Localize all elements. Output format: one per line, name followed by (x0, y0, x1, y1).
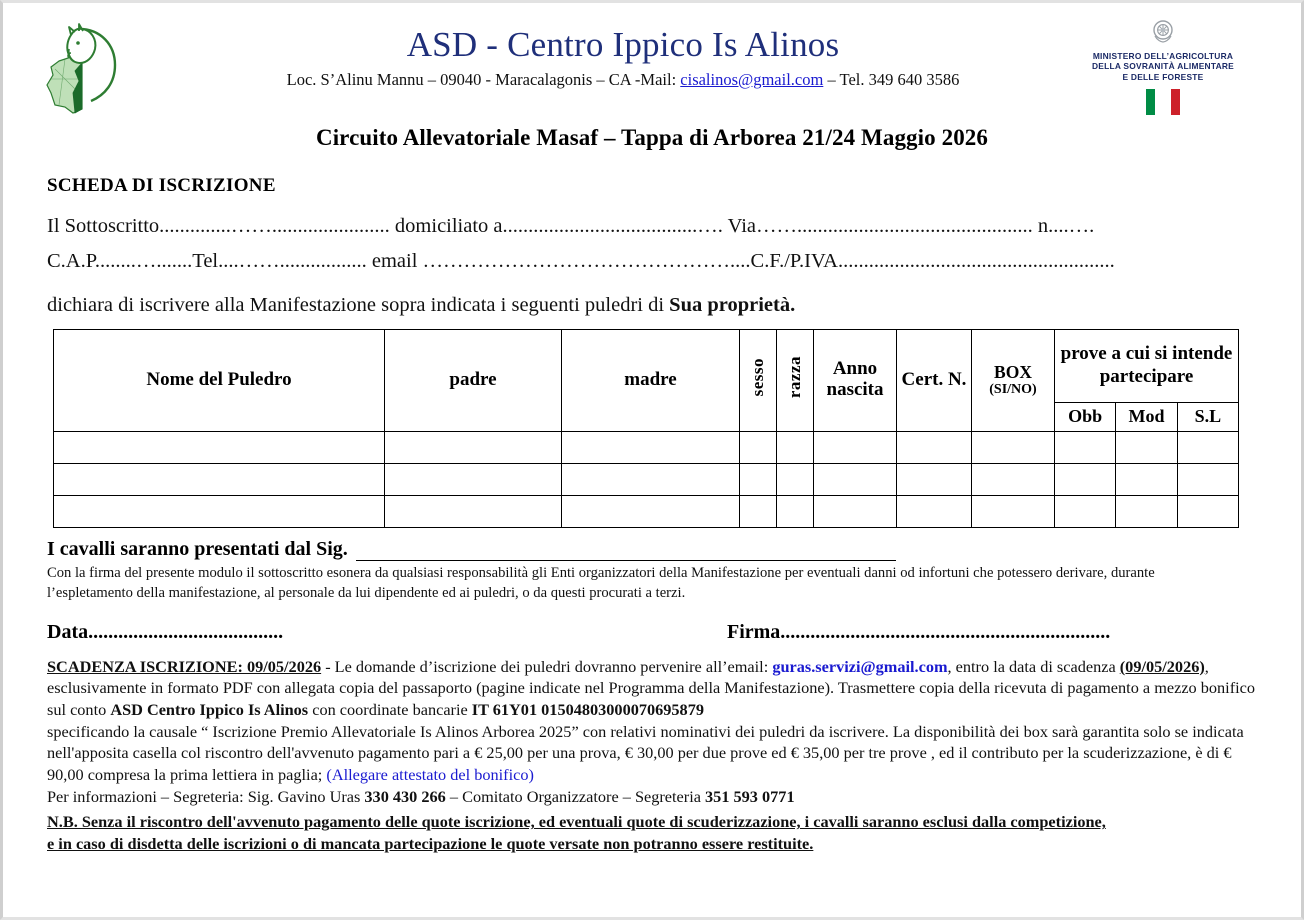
cell-anno[interactable] (814, 431, 897, 463)
cell-anno[interactable] (814, 463, 897, 495)
notes-text-1b: , entro la data di scadenza (947, 656, 1120, 676)
contact-email-link[interactable]: cisalinos@gmail.com (680, 69, 824, 89)
header-sesso-label: sesso (748, 358, 767, 397)
applicant-fields (47, 209, 1245, 280)
cell-razza[interactable] (777, 495, 814, 527)
event-title: Circuito Allevatoriale Masaf – Tappa di Arborea 21/24 Maggio 2026 (315, 125, 988, 150)
nb-warning-line-1: N.B. Senza il riscontro dell'avvenuto pagamento delle quote iscrizione, ed eventuali quote di scuderizzazione, i cavalli saranno esclusi dalla competizione, (47, 812, 1106, 832)
attach-receipt-note: (Allegare attestato del bonifico) (326, 765, 534, 785)
cell-sl[interactable] (1177, 431, 1238, 463)
cell-cert[interactable] (897, 495, 972, 527)
header-padre: padre (385, 329, 562, 431)
cell-obb[interactable] (1055, 495, 1116, 527)
cell-sl[interactable] (1177, 495, 1238, 527)
cell-nome[interactable] (54, 495, 385, 527)
header-razza (777, 329, 814, 431)
iban-value: IT 61Y01 01504803000070695879 (471, 700, 704, 720)
header-madre: madre (562, 329, 740, 431)
organization-header (183, 27, 1063, 90)
applicant-line-2[interactable]: C.A.P........….......Tel....……................. email ………………………………………....C.F./P.IVA...................................................... (47, 250, 1115, 273)
notes-paragraph-2 (47, 721, 1257, 786)
italian-republic-emblem (1150, 17, 1176, 47)
header-box (972, 329, 1055, 431)
signature-row (47, 621, 1301, 644)
document-header (3, 3, 1301, 115)
notes-text-1a: - Le domande d’iscrizione dei puledri dovranno pervenire all’email: (321, 656, 773, 676)
deadline-label: SCADENZA ISCRIZIONE: 09/05/2026 (47, 656, 322, 676)
table-row[interactable] (54, 463, 1239, 495)
cell-mod[interactable] (1116, 431, 1177, 463)
applicant-line-1[interactable]: Il Sottoscritto..............……....................... domiciliato a......................................…. Via…….............................................. n....…. (47, 215, 1095, 237)
cell-obb[interactable] (1055, 431, 1116, 463)
presenter-field (47, 538, 1301, 561)
header-anno-nascita: Anno nascita (814, 329, 897, 431)
registration-email[interactable]: guras.servizi@gmail.com (772, 656, 948, 676)
cell-sl[interactable] (1177, 463, 1238, 495)
cell-madre[interactable] (562, 463, 740, 495)
organization-title: ASD - Centro Ippico Is Alinos (406, 25, 840, 64)
cell-mod[interactable] (1116, 495, 1177, 527)
foals-table (53, 329, 1239, 528)
section-heading: SCHEDA DI ISCRIZIONE (47, 175, 276, 196)
committee-phone: 351 593 0771 (705, 786, 795, 806)
header-cert-n: Cert. N. (897, 329, 972, 431)
secretary-phone: 330 430 266 (364, 786, 446, 806)
table-header-row (54, 329, 1239, 402)
header-box-label: BOX (994, 361, 1032, 382)
cell-cert[interactable] (897, 463, 972, 495)
deadline-date: (09/05/2026) (1119, 656, 1205, 676)
nb-warning-line-2: e in caso di disdetta delle iscrizioni o di mancata partecipazione le quote versate non potranno essere restituite. (47, 834, 814, 854)
declaration-bold-text: Sua proprietà. (669, 293, 796, 316)
registration-notes (47, 656, 1257, 856)
notes-text-1d: con coordinate bancarie (308, 700, 472, 720)
cell-box[interactable] (972, 495, 1055, 527)
table-row[interactable] (54, 431, 1239, 463)
cell-padre[interactable] (385, 463, 562, 495)
notes-paragraph-3 (47, 786, 1257, 808)
header-box-sublabel: (SI/NO) (989, 382, 1037, 398)
notes-text-3b: – Comitato Organizzatore – Segreteria (445, 786, 706, 806)
organization-contact (183, 70, 1063, 90)
cell-cert[interactable] (897, 431, 972, 463)
table-row[interactable] (54, 495, 1239, 527)
cell-sesso[interactable] (740, 495, 777, 527)
cell-sesso[interactable] (740, 431, 777, 463)
date-field[interactable]: Data....................................... (47, 620, 284, 643)
presenter-label: I cavalli saranno presentati dal Sig. (47, 537, 348, 560)
liability-disclaimer: Con la firma del presente modulo il sottoscritto esonera da qualsiasi responsabilità gli Enti organizzatori della Manifestazione per eventuali danni od infortuni che potessero derivare, durante l’espletamento della manifestazione, al personale da lui dipendente ed ai puledri, o da questi procurati a terzi. (47, 564, 1155, 601)
notes-text-2: specificando la causale “ Iscrizione Premio Allevatoriale Is Alinos Arborea 2025” con relativi nominativi dei puledri da iscrivere. La disponibilità dei box sarà garantita solo se indicata nell'apposita casella col riscontro dell'avvenuto pagamento pari a € 25,00 per una prova, € 30,00 per due prove ed € 35,00 per tre prove , ed il contributo per la scuderizzazione, è di € 90,00 compresa la prima lettiera in paglia; (47, 721, 1244, 785)
signature-field[interactable]: Firma.................................................................. (727, 620, 1111, 643)
cell-madre[interactable] (562, 495, 740, 527)
presenter-input-line[interactable] (356, 543, 896, 561)
ministry-logo-block (1073, 11, 1253, 115)
ministry-name-line-2: DELLA SOVRANITÀ ALIMENTARE (1091, 61, 1235, 72)
header-razza-label: razza (785, 356, 804, 399)
cell-box[interactable] (972, 431, 1055, 463)
cell-padre[interactable] (385, 495, 562, 527)
cell-nome[interactable] (54, 431, 385, 463)
document-body (3, 3, 1301, 917)
notes-text-3a: Per informazioni – Segreteria: Sig. Gavino Uras (47, 786, 365, 806)
header-prove: prove a cui si intende partecipare (1055, 329, 1239, 402)
ministry-name-line-3: E DELLE FORESTE (1122, 71, 1204, 82)
header-mod: Mod (1116, 402, 1177, 431)
header-sl: S.L (1177, 402, 1238, 431)
cell-sesso[interactable] (740, 463, 777, 495)
declaration-text: dichiara di iscrivere alla Manifestazione sopra indicata i seguenti puledri di (47, 293, 670, 316)
italian-flag-icon (1146, 89, 1180, 115)
cell-nome[interactable] (54, 463, 385, 495)
header-obb: Obb (1055, 402, 1116, 431)
cell-razza[interactable] (777, 463, 814, 495)
header-nome-puledro: Nome del Puledro (54, 329, 385, 431)
cell-razza[interactable] (777, 431, 814, 463)
ministry-name-line-1: MINISTERO DELL’AGRICOLTURA (1092, 51, 1234, 61)
address-prefix-text: Loc. S’Alinu Mannu – 09040 - Maracalagonis – CA -Mail: (286, 69, 681, 89)
bank-account-holder: ASD Centro Ippico Is Alinos (110, 700, 309, 720)
header-sesso (740, 329, 777, 431)
notes-text-1c: , esclusivamente in formato PDF con allegata copia del passaporto (pagine indicate nel Programma della Manifestazione). Trasmettere copia della ricevuta di pagamento a mezzo bonifico sul conto (47, 656, 1256, 720)
notes-paragraph-1 (47, 656, 1257, 721)
cell-madre[interactable] (562, 431, 740, 463)
cell-padre[interactable] (385, 431, 562, 463)
cell-obb[interactable] (1055, 463, 1116, 495)
cell-anno[interactable] (814, 495, 897, 527)
horse-head-sardinia-logo (35, 19, 127, 119)
cell-mod[interactable] (1116, 463, 1177, 495)
declaration-line (47, 294, 1301, 317)
cell-box[interactable] (972, 463, 1055, 495)
address-suffix-text: – Tel. 349 640 3586 (823, 69, 960, 89)
